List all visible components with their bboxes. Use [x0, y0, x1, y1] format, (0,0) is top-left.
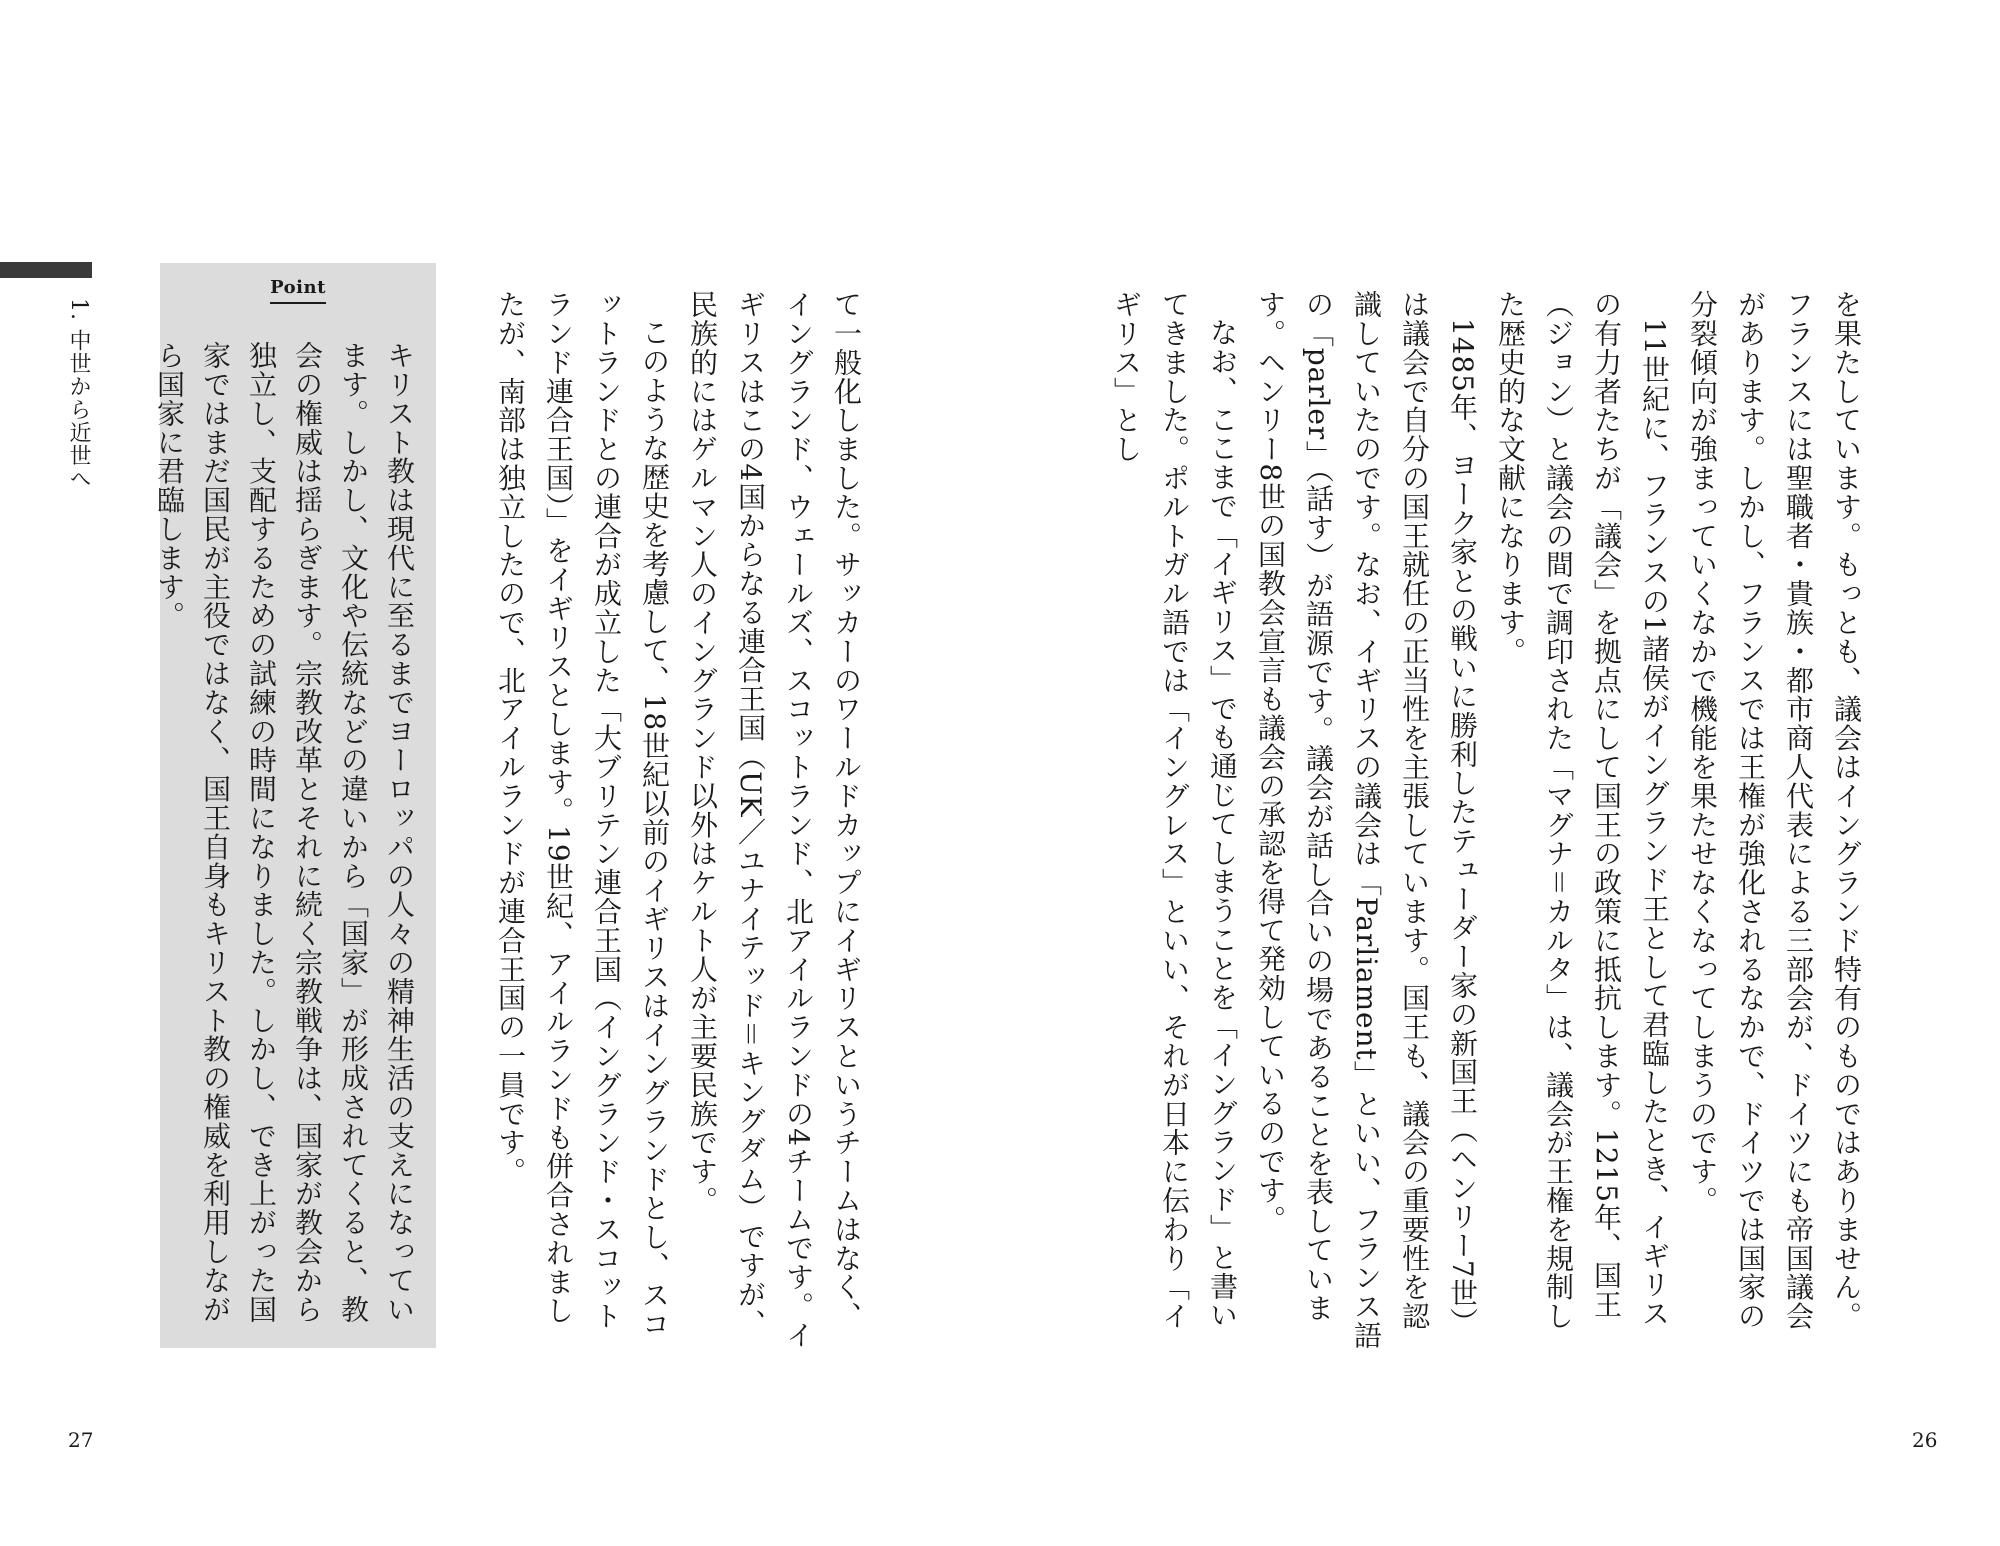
paragraph: 11世紀に、フランスの1諸侯がイングランド王として君臨したとき、イギリスの有力者たちが「議会」を拠点にして国王の政策に抵抗します。1215年、国王（ジョン）と議会の間で調印された「マグナ＝カルタ」は、議会が王権を規制した歴史的な文献になります。 — [1494, 290, 1671, 1331]
point-label: Point — [160, 277, 436, 298]
right-page-body — [1110, 290, 1870, 1350]
page-number-left: 27 — [68, 1428, 94, 1452]
paragraph: を果たしています。もっとも、議会はイングランド特有のものではありません。フランスには聖職者・貴族・都市商人代表による三部会が、ドイツにも帝国議会があります。しかし、フランスでは王権が強化されるなかで、ドイツでは国家の分裂傾向が強まっていくなかで機能を果たせなくなってしまうのです。 — [1686, 290, 1863, 1331]
paragraph: て一般化しました。サッカーのワールドカップにイギリスというチームはなく、イングランド、ウェールズ、スコットランド、北アイルランドの4チームです。イギリスはこの4国からなる連合王国（UK／ユナイテッド＝キングダム）ですが、民族的にはゲルマン人のイングランド以外はケルト人が主要民族です。 — [686, 290, 863, 1350]
left-page-body — [450, 290, 870, 1350]
page-number-right: 26 — [1912, 1428, 1938, 1452]
chapter-marker-bar — [0, 262, 92, 278]
paragraph: 1485年、ヨーク家との戦いに勝利したテューダー家の新国王（ヘンリー7世）は議会で自分の国王就任の正当性を主張しています。国王も、議会の重要性を認識していたのです。なお、イギリスの議会は「Parliament」といい、フランス語の「parler」（話す）が語源です。議会が話し合いの場であることを表しています。ヘンリー8世の国教会宣言も議会の承認を得て発効しているのです。 — [1254, 290, 1479, 1350]
point-text: キリスト教は現代に至るまでヨーロッパの人々の精神生活の支えになっています。しかし、文化や伝統などの違いから「国家」が形成されてくると、教会の権威は揺らぎます。宗教改革とそれに続く宗教戦争は、国家が教会から独立し、支配するための試練の時間になりました。しかし、でき上がった国家ではまだ国民が主役ではなく、国王自身もキリスト教の権威を利用しながら国家に君臨します。 — [153, 341, 416, 1324]
chapter-title: 1. 中世から近世へ — [66, 298, 91, 490]
point-box — [153, 263, 436, 1348]
paragraph: このような歴史を考慮して、18世紀以前のイギリスはイングランドとし、スコットランドとの連合が成立した「大ブリテン連合王国（イングランド・スコットランド連合王国）」をイギリスとします。19世紀、アイルランドも併合されましたが、南部は独立したので、北アイルランドが連合王国の一員です。 — [494, 290, 671, 1339]
paragraph: なお、ここまで「イギリス」でも通じてしまうことを「イングランド」と書いてきました。ポルトガル語では「イングレス」といい、それが日本に伝わり「イギリス」とし — [1110, 290, 1239, 1331]
